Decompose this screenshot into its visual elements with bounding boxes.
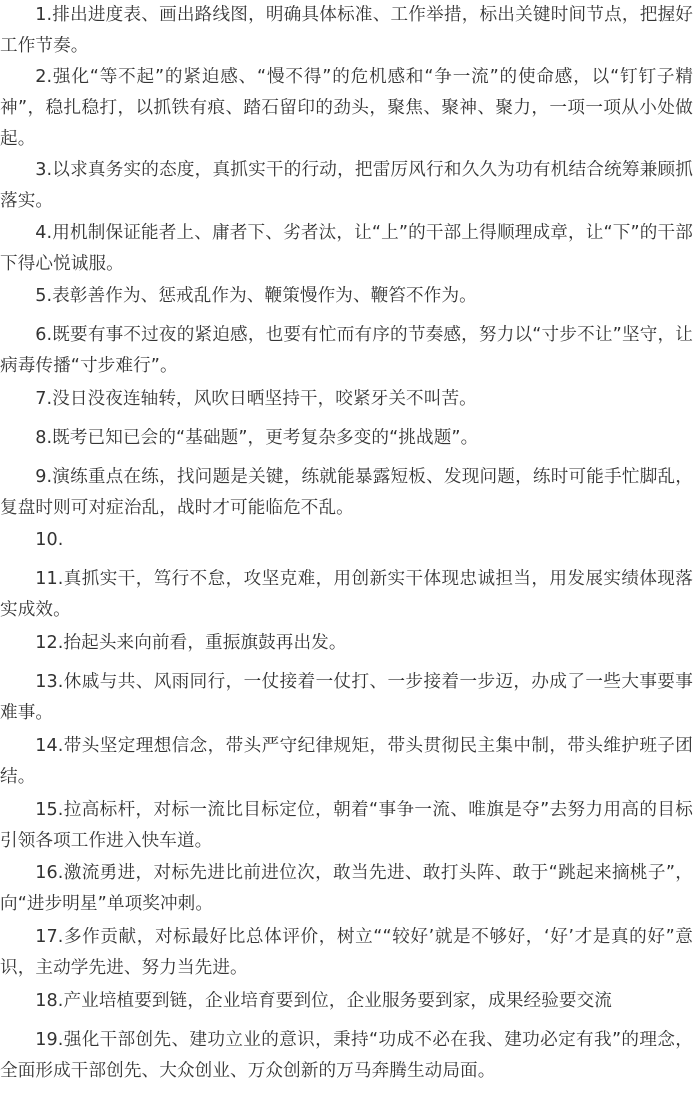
paragraph-11: 11.真抓实干，笃行不怠，攻坚克难，用创新实干体现忠诚担当，用发展实绩体现落实成效。 bbox=[0, 569, 693, 620]
paragraph-2: 2.强化“等不起”的紧迫感、“慢不得”的危机感和“争一流”的使命感，以“钉钉子精神”，稳扎稳打，以抓铁有痕、踏石留印的劲头，聚焦、聚神、聚力，一项一项从小处做起。 bbox=[0, 67, 693, 149]
paragraph-10: 10. bbox=[35, 530, 64, 550]
paragraph-13: 13.休戚与共、风雨同行，一仗接着一仗打、一步接着一步迈，办成了一些大事要事难事。 bbox=[0, 672, 693, 723]
paragraph-16: 16.激流勇进，对标先进比前进位次，敢当先进、敢打头阵、敢于“跳起来摘桃子”，向“进步明星”单项奖冲刺。 bbox=[0, 863, 693, 914]
paragraph-14: 14.带头坚定理想信念，带头严守纪律规矩，带头贯彻民主集中制，带头维护班子团结。 bbox=[0, 736, 693, 787]
paragraph-8: 8.既考已知已会的“基础题”，更考复杂多变的“挑战题”。 bbox=[35, 428, 479, 448]
paragraph-4: 4.用机制保证能者上、庸者下、劣者汰，让“上”的干部上得顺理成章，让“下”的干部下得心悦诚服。 bbox=[0, 223, 693, 274]
paragraph-19: 19.强化干部创先、建功立业的意识，秉持“功成不必在我、建功必定有我”的理念，全面形成干部创先、大众创业、万众创新的万马奔腾生动局面。 bbox=[0, 1030, 693, 1081]
paragraph-9: 9.演练重点在练，找问题是关键，练就能暴露短板、发现问题，练时可能手忙脚乱，复盘时则可对症治乱，战时才可能临危不乱。 bbox=[0, 467, 693, 518]
paragraph-7: 7.没日没夜连轴转，风吹日晒坚持干，咬紧牙关不叫苦。 bbox=[35, 389, 477, 409]
paragraph-5: 5.表彰善作为、惩戒乱作为、鞭策慢作为、鞭笞不作为。 bbox=[35, 286, 477, 306]
paragraph-15: 15.拉高标杆，对标一流比目标定位，朝着“事争一流、唯旗是夺”去努力用高的目标引领各项工作进入快车道。 bbox=[0, 800, 693, 851]
paragraph-12: 12.抬起头来向前看，重振旗鼓再出发。 bbox=[35, 633, 347, 653]
paragraph-18: 18.产业培植要到链，企业培育要到位，企业服务要到家，成果经验要交流 bbox=[35, 991, 612, 1011]
paragraph-3: 3.以求真务实的态度，真抓实干的行动，把雷厉风行和久久为功有机结合统筹兼顾抓落实。 bbox=[0, 160, 693, 211]
paragraph-6: 6.既要有事不过夜的紧迫感，也要有忙而有序的节奏感，努力以“寸步不让”坚守，让病毒传播“寸步难行”。 bbox=[0, 325, 693, 376]
paragraph-1: 1.排出进度表、画出路线图，明确具体标准、工作举措，标出关键时间节点，把握好工作节奏。 bbox=[0, 5, 693, 56]
paragraph-17: 17.多作贡献，对标最好比总体评价，树立““较好’就是不够好，‘好’才是真的好”意识，主动学先进、努力当先进。 bbox=[0, 927, 693, 978]
